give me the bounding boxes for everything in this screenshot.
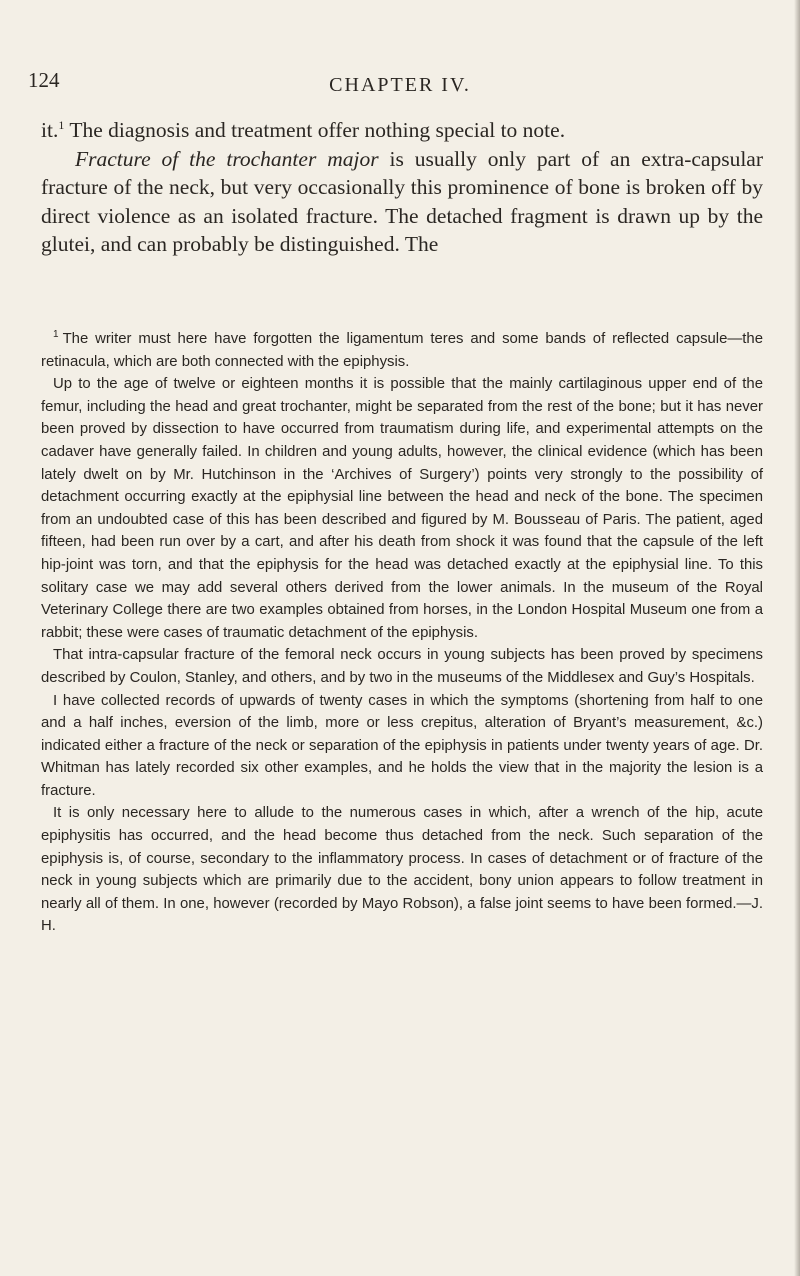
page-number: 124 xyxy=(28,68,60,92)
paragraph-lead: it. xyxy=(41,118,59,142)
footnote-paragraph xyxy=(41,328,763,373)
footnote-paragraph: It is only necessary here to allude to the numerous cases in which, after a wrench of the hip, acute epiphysitis has occurred, and the head become thus detached from the neck. Such separation of the epiphysis is, of course, secondary to the inflammatory process. In cases of detachment or of fracture of the neck in young subjects which are primarily due to the accident, bony union appears to follow treatment in nearly all of them. In one, however (recorded by Mayo Robson), a false joint seems to have been formed.—J. H. xyxy=(41,805,763,935)
footnote-paragraph: That intra-capsular fracture of the femoral neck occurs in young subjects has been proved by specimens described by Coulon, Stanley, and others, and by two in the museums of the Middlesex and Guy’s Hospitals. xyxy=(41,647,763,686)
footnote-paragraph: I have collected records of upwards of twenty cases in which the symptoms (shortening from half to one and a half inches, eversion of the limb, more or less crepitus, alteration of Bryant’s measurement, &c.) indicated either a fracture of the neck or separation of the epiphysis in patients under twenty years of age. Dr. Whitman has lately recorded six other examples, and he holds the view that in the majority the lesion is a fracture. xyxy=(41,692,763,799)
paragraph-text: The diagnosis and treatment offer nothing special to note. xyxy=(64,118,566,142)
footnote-marker: 1 xyxy=(53,329,59,341)
running-head: CHAPTER IV. xyxy=(329,74,471,96)
body-paragraph-1 xyxy=(41,116,763,145)
page-edge-shadow xyxy=(794,0,800,1276)
italic-heading: Fracture of the trochanter major xyxy=(75,146,379,171)
footnotes xyxy=(41,328,763,938)
main-text xyxy=(41,116,763,259)
footnote-reference: 1 xyxy=(58,117,65,132)
footnote-paragraph: Up to the age of twelve or eighteen months it is possible that the mainly cartilaginous upper end of the femur, including the head and great trochanter, might be separated from the rest of the bone; but it has never been proved by dissection to have occurred from traumatism during life, and experimental attempts on the cadaver have generally failed. In children and young adults, however, the clinical evidence (which has been lately dwelt on by Mr. Hutchinson in the ‘Archives of Surgery’) points very strongly to the possibility of detachment occurring exactly at the epiphysial line between the head and neck of the bone. The specimen from an undoubted case of this has been described and figured by M. Bousseau of Paris. The patient, aged fifteen, had been run over by a cart, and after his death from shock it was found that the capsule of the left hip-joint was torn, and that the epiphysis for the head was detached exactly at the epiphysial line. To this solitary case we may add several others derived from the lower animals. In the museum of the Royal Veterinary College there are two examples obtained from horses, in the London Hospital Museum one from a rabbit; these were cases of traumatic detachment of the epiphysis. xyxy=(41,376,763,641)
paragraph-text: is usually only part of an extra-capsular fracture of the neck, but very occasionally this prominence of bone is broken off by direct violence as an isolated fracture. The detached fragment is drawn up by the glutei, and can probably be distinguished. The xyxy=(41,146,764,256)
footnote-text: The writer must here have forgotten the ligamentum teres and some bands of reflected capsule—the retinacula, which are both connected with the epiphysis. xyxy=(41,331,763,370)
body-paragraph-2 xyxy=(41,145,763,259)
